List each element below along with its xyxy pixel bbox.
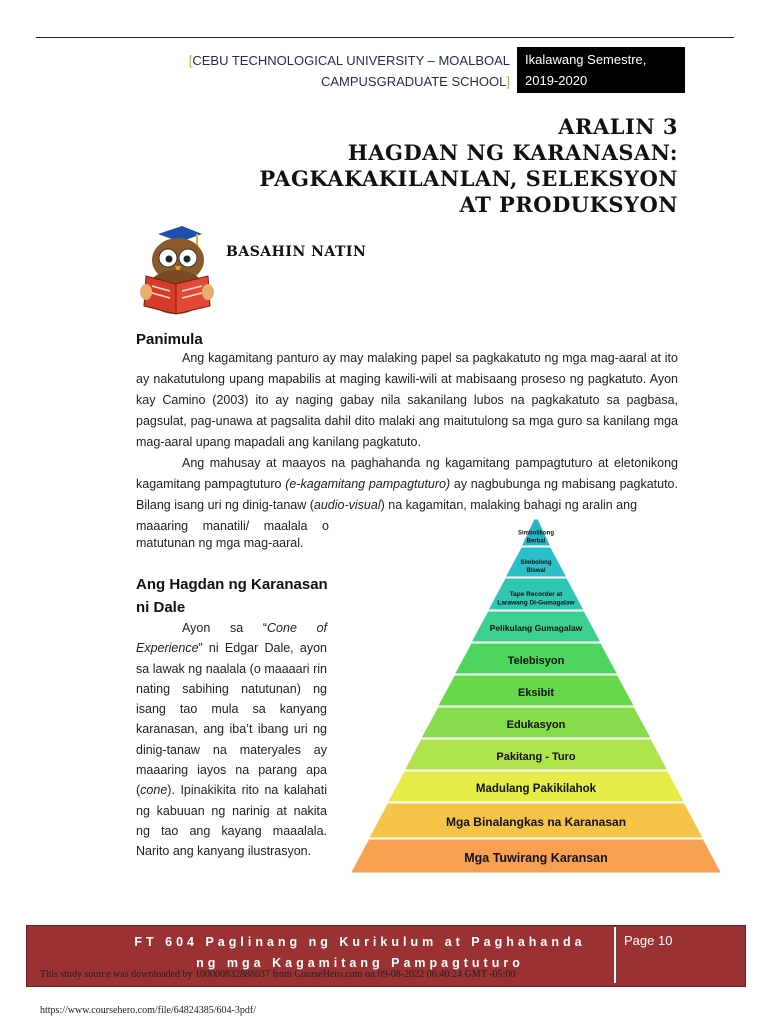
- title-line: HAGDAN NG KARANASAN:: [347, 140, 678, 165]
- paragraph-text: ay nagbubunga ng mabisang pagkatuto. Bilang isang uri ng dinig-tanaw (: [136, 477, 678, 512]
- pyramid-level-label: Tape Recorder at: [509, 590, 563, 598]
- pyramid-level-label: Mga Binalangkas na Karanasan: [445, 815, 627, 830]
- bracket-open: [: [188, 53, 193, 68]
- semester-label: Ikalawang Semestre,: [525, 52, 647, 67]
- school-year: 2019-2020: [525, 73, 588, 88]
- header-rule: [36, 37, 734, 38]
- hagdan-heading: [136, 573, 336, 619]
- pyramid-level-label: Biswal: [526, 568, 546, 574]
- university-header: [189, 50, 510, 92]
- paragraph-text: ) na kagamitan, malaking bahagi ng aralin ang: [380, 498, 638, 512]
- paragraph-text: ). Ipinakikita rito na kalahati ng kabuuan ng narinig at nakita ng tao ang kayang maaalala. Narito ang kanyang ilustrasyon.: [136, 783, 327, 859]
- course-title-line: ng mga Kagamitang Pampagtuturo: [196, 956, 524, 970]
- hagdan-heading-line: Ang Hagdan ng Karanasan: [136, 576, 328, 593]
- bracket-close: ]: [506, 74, 510, 89]
- pyramid-level-label: Eksibit: [517, 686, 555, 699]
- pyramid-level-label: Telebisyon: [507, 654, 565, 667]
- owl-reading-icon: [138, 226, 214, 318]
- pyramid-level-label: Pakitang - Turo: [496, 750, 576, 763]
- panimula-paragraph-1: [136, 348, 678, 453]
- italic-term: cone: [140, 783, 168, 798]
- university-name: CEBU TECHNOLOGICAL UNIVERSITY – MOALBOAL: [192, 53, 510, 68]
- pyramid-level-label: Mga Tuwirang Karansan: [464, 850, 608, 865]
- pyramid-level-label: Simbolikong: [518, 530, 554, 537]
- hagdan-paragraph: [136, 618, 327, 862]
- panimula-text: Ang kagamitang panturo ay may malaking papel sa pagkakatuto ng mga mag-aaral at ito ay nakatutulong upang mapabilis at maging kawili-wili at mabisaang proseso ng pagkatuto. Ayon kay Camino (2003) ito ay naging gabay nila sakanilang lubos na pagkakatuto sa pagbasa, pagsulat, pag-unawa at pagsalita dahil dito malaki ang maitutulong sa mga guro sa kanilang mga mag-aaral upang mapadali ang kanilang pagkatuto.: [136, 351, 678, 449]
- paragraph-text: ” ni Edgar Dale, ayon sa lawak ng naalala (o maaaari rin nating sabihing natutunan) ng isang tao mula sa kanyang karanasan, ang iba’t ibang uri ng dinig-tanaw na materyales ay maaaring iayos na parang apa (: [136, 641, 327, 798]
- lesson-number: ARALIN 3: [558, 114, 678, 139]
- paragraph-text: Ayon sa “: [182, 621, 268, 635]
- panimula-heading: Panimula: [136, 331, 203, 348]
- paragraph-continuation: matutunan ng mga mag-aaral.: [136, 536, 304, 550]
- lesson-title: [259, 114, 678, 218]
- page-number: Page 10: [624, 933, 673, 948]
- italic-term: (e-kagamitang pampagtuturo): [285, 477, 451, 491]
- hagdan-heading-line: ni Dale: [136, 599, 186, 616]
- pyramid-level-label: Berbal: [526, 538, 546, 545]
- school-name: CAMPUSGRADUATE SCHOOL: [320, 74, 507, 89]
- panimula-paragraph-2: [136, 453, 678, 516]
- page-number-box: [614, 927, 742, 983]
- cone-of-experience-pyramid: [338, 518, 734, 896]
- title-line: AT PRODUKSYON: [459, 192, 678, 217]
- italic-term: Cone of Experience: [136, 621, 328, 656]
- paragraph-text: Ang mahusay at maayos na paghahanda ng kagamitang pampagtuturo at eletonikong kagamitang pampagtuturo: [136, 456, 678, 491]
- download-notice: This study source was downloaded by 100000832888037 from CourseHero.com on 09-08-2022 06:40:24 GMT -05:00: [40, 969, 516, 980]
- pyramid-level-label: Larawang Di-Gumagalaw: [497, 599, 575, 607]
- pyramid-level-label: Madulang Pakikilahok: [475, 783, 597, 796]
- paragraph-continuation: maaaring manatili/ maalala o: [136, 519, 329, 533]
- pyramid-level-label: Pelikulang Gumagalaw: [489, 622, 583, 633]
- source-url[interactable]: https://www.coursehero.com/file/64824385/604-3pdf/: [40, 1005, 256, 1016]
- semester-box: [517, 47, 685, 93]
- course-title: [100, 932, 620, 974]
- pyramid-level-label: Edukasyon: [506, 718, 566, 731]
- course-title-line: FT 604 Paglinang ng Kurikulum at Paghahanda: [134, 935, 586, 949]
- title-line: PAGKAKAKILANLAN, SELEKSYON: [259, 166, 678, 191]
- section-label-basahin: BASAHIN NATIN: [226, 244, 367, 260]
- pyramid-level-label: Simbolong: [520, 560, 552, 567]
- italic-term: audio-visual: [313, 498, 381, 512]
